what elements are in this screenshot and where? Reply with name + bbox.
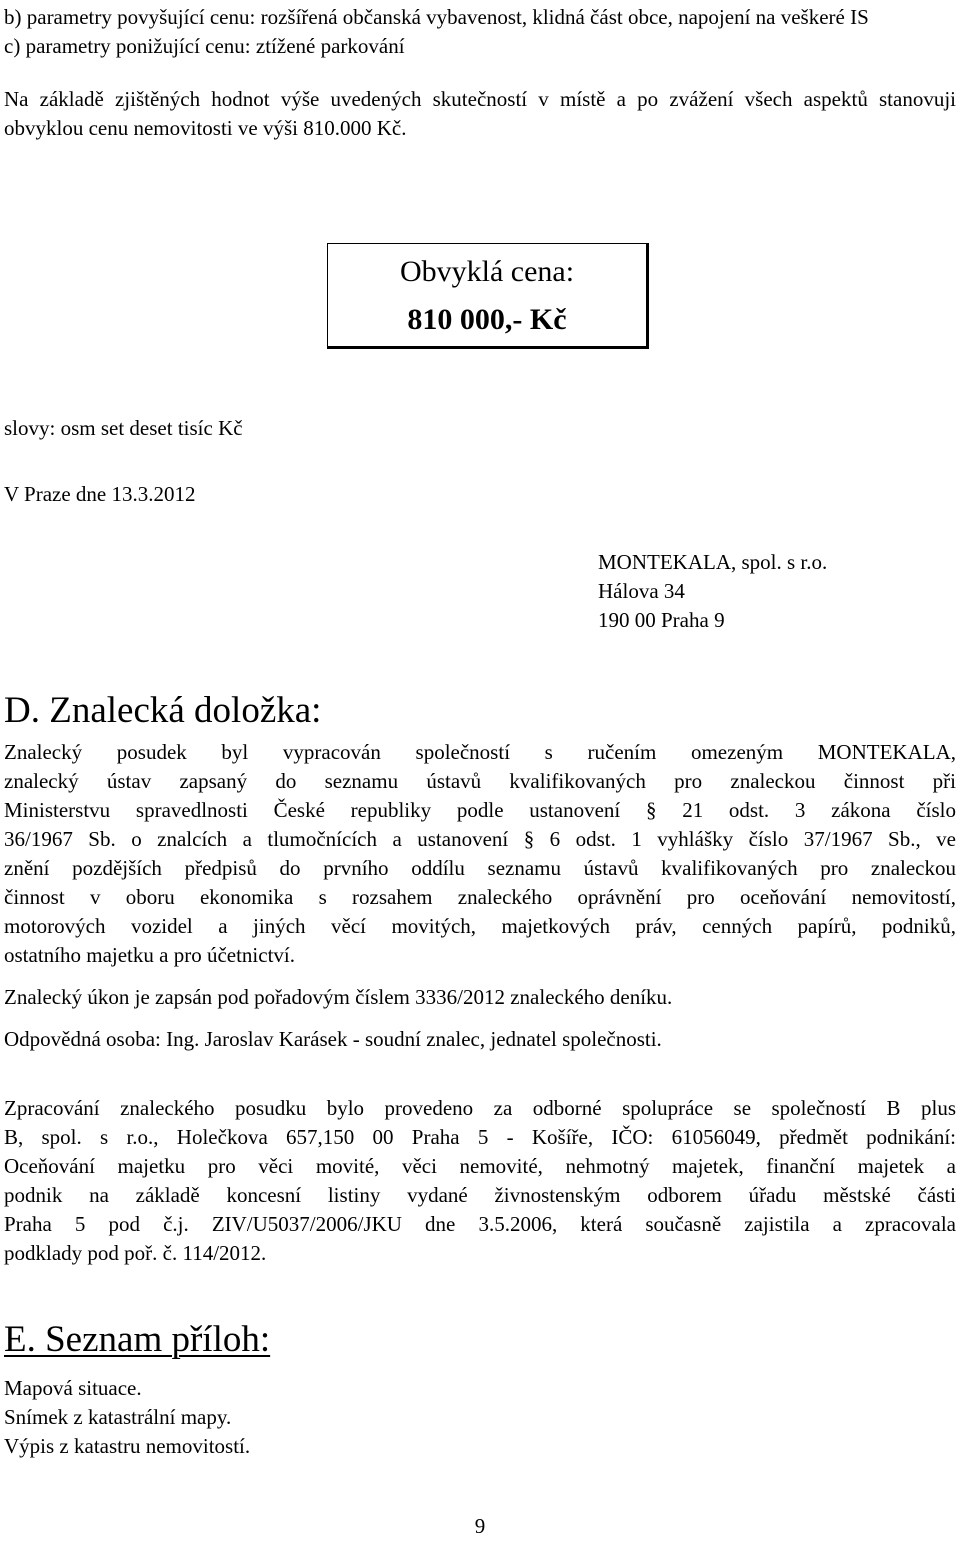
attachment-item: Mapová situace. xyxy=(4,1376,142,1400)
cooperation-line: podnik na základě koncesní listiny vydané živnostenským odborem úřadu městské části xyxy=(4,1183,956,1207)
clause-line: znění pozdějších předpisů do prvního oddílu seznamu ústavů kvalifikovaných pro znaleckou xyxy=(4,856,956,880)
paragraph-price-increasing: b) parametry povyšující cenu: rozšířená občanská vybavenost, klidná část obce, napojení na veškeré IS xyxy=(4,5,869,29)
attachment-list xyxy=(4,1374,250,1461)
intro-section xyxy=(4,3,956,143)
place-and-date: V Praze dne 13.3.2012 xyxy=(4,482,196,506)
clause-line: činnost v oboru ekonomika s rozsahem znaleckého oprávnění pro oceňování nemovitostí, xyxy=(4,885,956,909)
clause-line: Ministerstvu spravedlnosti České republiky podle ustanovení § 21 odst. 3 zákona číslo xyxy=(4,798,956,822)
cooperation-line: Zpracování znaleckého posudku bylo provedeno za odborné spolupráce se společností B plus xyxy=(4,1096,956,1120)
attachment-item: Výpis z katastru nemovitostí. xyxy=(4,1434,251,1458)
price-box xyxy=(327,243,649,349)
expert-clause xyxy=(4,738,956,970)
registry-note: Znalecký úkon je zapsán pod pořadovým číslem 3336/2012 znaleckého deníku. xyxy=(4,985,673,1009)
company-city: 190 00 Praha 9 xyxy=(598,608,725,632)
clause-line: Znalecký posudek byl vypracován společností s ručením omezeným MONTEKALA, xyxy=(4,740,956,764)
responsible-person: Odpovědná osoba: Ing. Jaroslav Karásek - soudní znalec, jednatel společnosti. xyxy=(4,1027,662,1051)
cooperation-line: Praha 5 pod č.j. ZIV/U5037/2006/JKU dne 3.5.2006, která současně zajistila a zpracovala xyxy=(4,1212,956,1236)
attachment-item: Snímek z katastrální mapy. xyxy=(4,1405,232,1429)
clause-line: ostatního majetku a pro účetnictví. xyxy=(4,943,296,967)
price-value: 810 000,- Kč xyxy=(407,303,567,336)
price-in-words: slovy: osm set deset tisíc Kč xyxy=(4,416,243,440)
cooperation-line: podklady pod poř. č. 114/2012. xyxy=(4,1241,267,1265)
paragraph-price-decreasing: c) parametry ponižující cenu: ztížené parkování xyxy=(4,34,405,58)
paragraph-conclusion: Na základě zjištěných hodnot výše uvedených skutečností v místě a po zvážení všech aspektů stanovuji obvyklou cenu nemovitosti ve výši 810.000 Kč. xyxy=(4,87,956,140)
cooperation-paragraph xyxy=(4,1094,956,1268)
page-number: 9 xyxy=(474,1514,486,1538)
cooperation-line: Oceňování majetku pro věci movité, věci nemovité, nehmotný majetek, finanční majetek a xyxy=(4,1154,956,1178)
company-street: Hálova 34 xyxy=(598,579,685,603)
company-name: MONTEKALA, spol. s r.o. xyxy=(598,550,828,574)
company-address xyxy=(598,548,938,635)
cooperation-line: B, spol. s r.o., Holečkova 657,150 00 Praha 5 - Košíře, IČO: 61056049, předmět podnikání: xyxy=(4,1125,956,1149)
section-e-heading: E. Seznam příloh: xyxy=(4,1319,271,1360)
price-label: Obvyklá cena: xyxy=(399,255,575,288)
clause-line: 36/1967 Sb. o znalcích a tlumočnících a ustanovení § 6 odst. 1 vyhlášky číslo 37/1967 Sb., ve xyxy=(4,827,956,851)
clause-line: znalecký ústav zapsaný do seznamu ústavů kvalifikovaných pro znaleckou činnost při xyxy=(4,769,956,793)
clause-line: motorových vozidel a jiných věcí movitých, majetkových práv, cenných papírů, podniků, xyxy=(4,914,956,938)
section-d-heading: D. Znalecká doložka: xyxy=(4,690,322,731)
